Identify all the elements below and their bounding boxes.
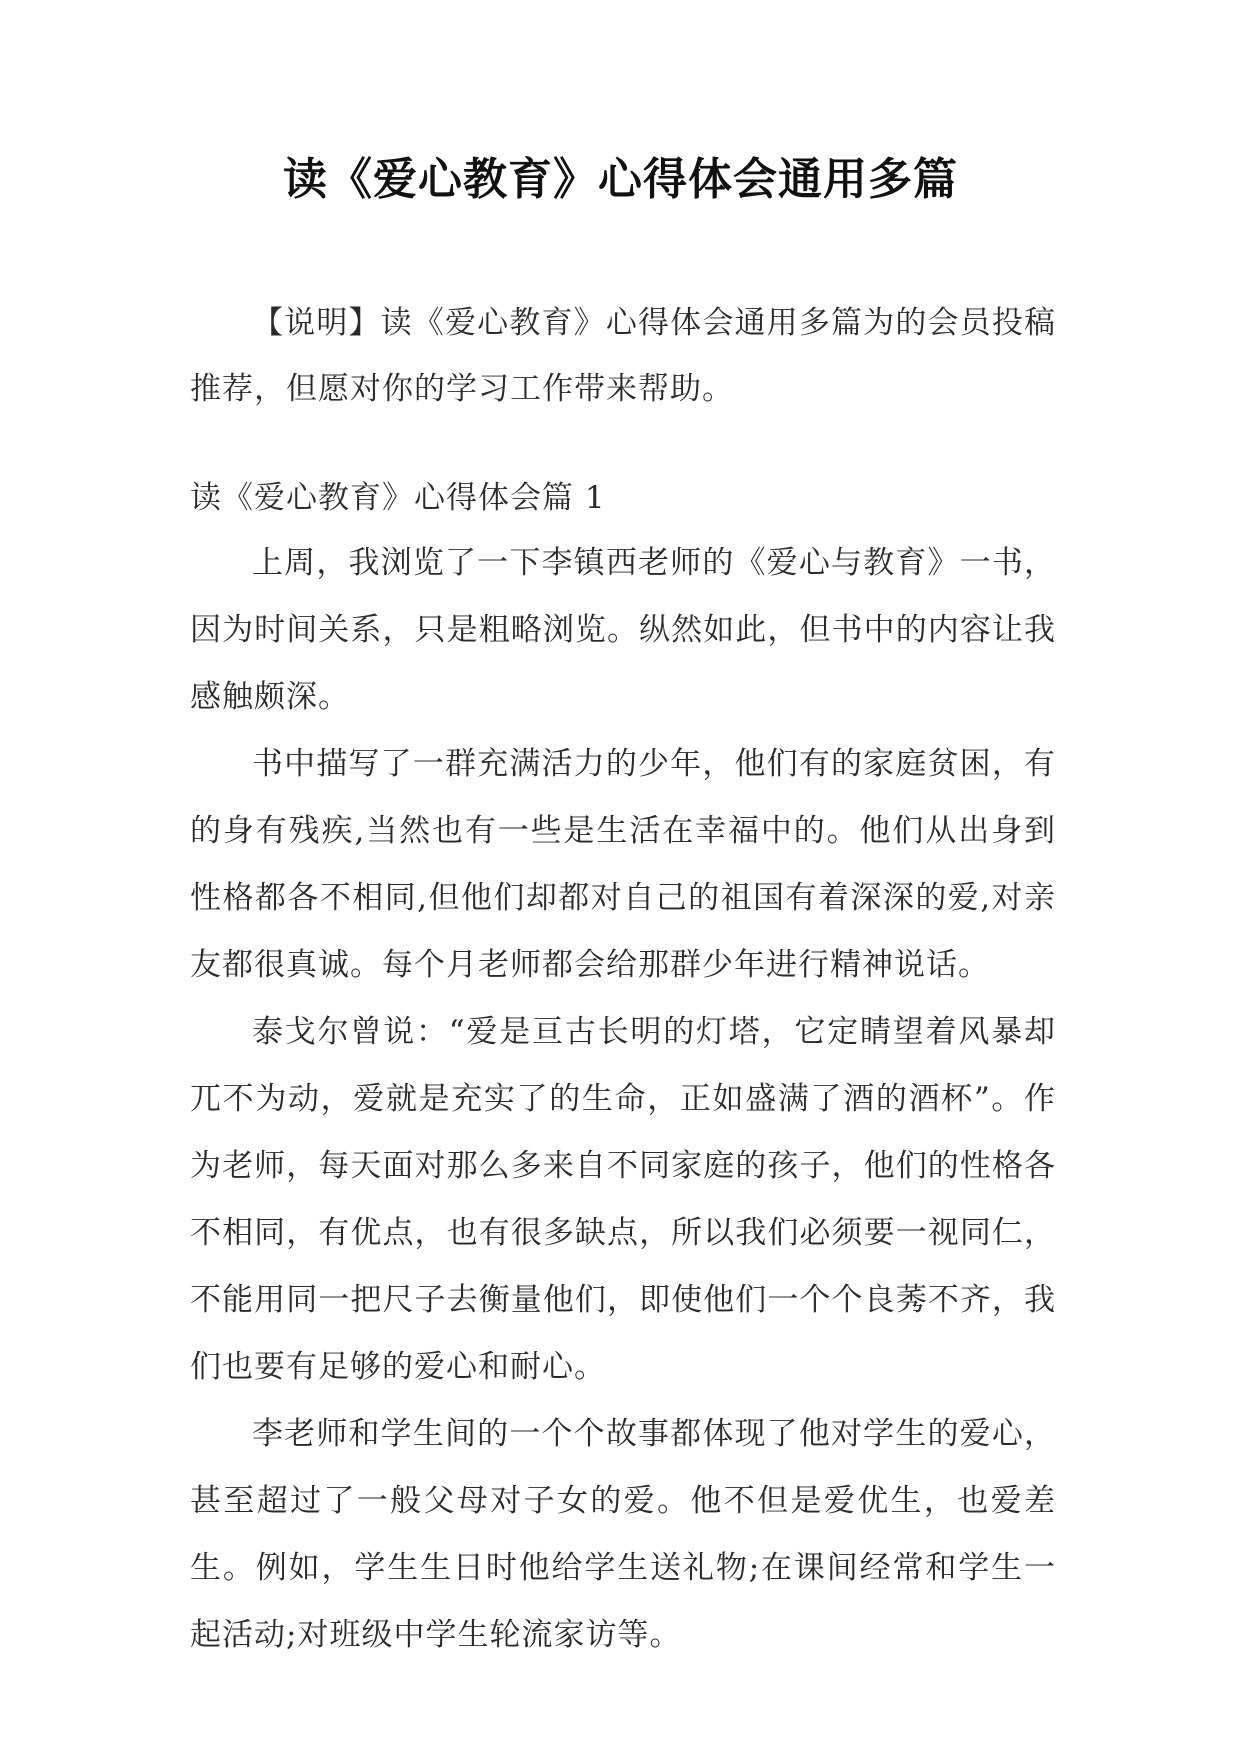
body-paragraph-3: 泰戈尔曾说：“爱是亘古长明的灯塔，它定睛望着风暴却兀不为动，爱就是充实了的生命，正如盛满了酒的酒杯”。作为老师，每天面对那么多来自不同家庭的孩子，他们的性格各不相同，有优点，也有很多缺点，所以我们必须要一视同仁，不能用同一把尺子去衡量他们，即使他们一个个良莠不齐，我们也要有足够的爱心和耐心。 bbox=[190, 1014, 1056, 1385]
body-paragraph-1: 上周，我浏览了一下李镇西老师的《爱心与教育》一书，因为时间关系，只是粗略浏览。纵然如此，但书中的内容让我感触颇深。 bbox=[190, 545, 1056, 715]
document-title: 读《爱心教育》心得体会通用多篇 bbox=[283, 154, 958, 205]
article-body bbox=[190, 530, 1056, 1669]
document-note bbox=[190, 290, 1056, 422]
body-paragraph-4: 李老师和学生间的一个个故事都体现了他对学生的爱心，甚至超过了一般父母对子女的爱。他不但是爱优生，也爱差生。例如，学生生日时他给学生送礼物;在课间经常和学生一起活动;对班级中学生轮流家访等。 bbox=[190, 1416, 1056, 1653]
section-heading: 读《爱心教育》心得体会篇 1 bbox=[190, 480, 606, 516]
note-paragraph: 【说明】读《爱心教育》心得体会通用多篇为的会员投稿推荐，但愿对你的学习工作带来帮助。 bbox=[190, 305, 1056, 407]
body-paragraph-2: 书中描写了一群充满活力的少年，他们有的家庭贫困，有的身有残疾,当然也有一些是生活在幸福中的。他们从出身到性格都各不相同,但他们却都对自己的祖国有着深深的爱,对亲友都很真诚。每个月老师都会给那群少年进行精神说话。 bbox=[190, 746, 1056, 983]
